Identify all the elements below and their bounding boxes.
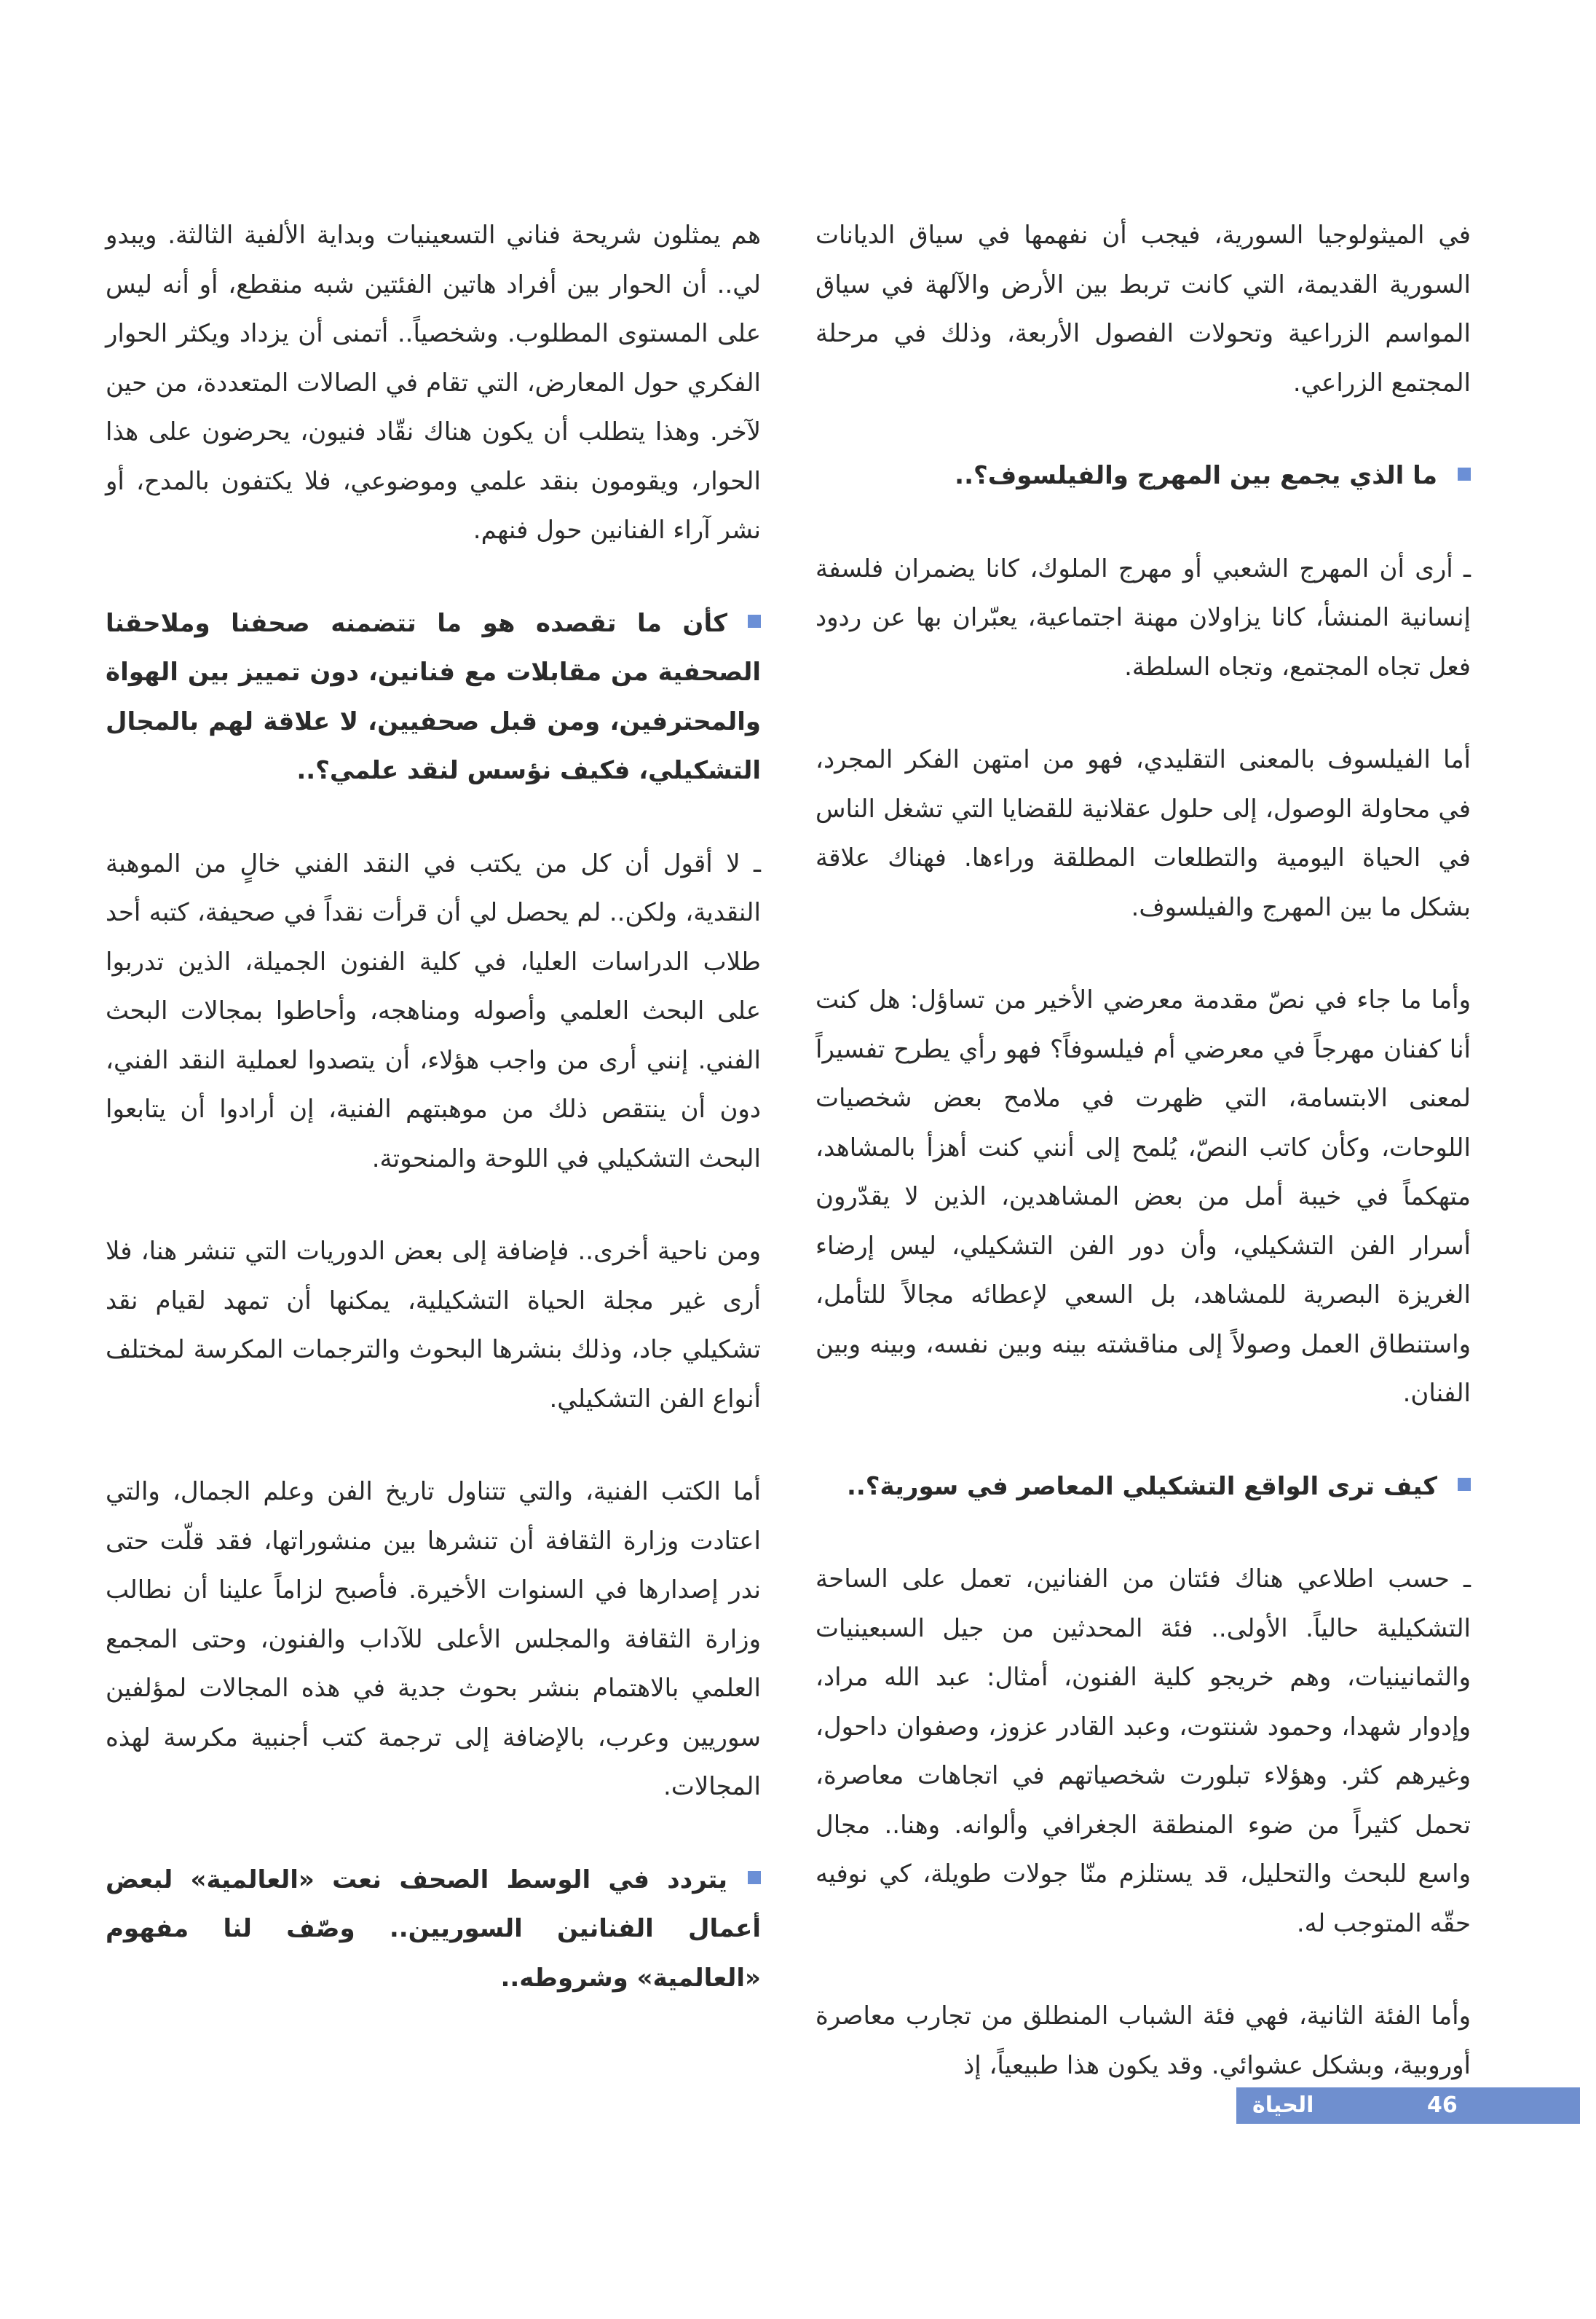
question: [106, 1856, 761, 2004]
right-column: [815, 211, 1471, 2090]
paragraph: ـ لا أقول أن كل من يكتب في النقد الفني خالٍ من الموهبة النقدية، ولكن.. لم يحصل لي أن قرأت نقداً في صحيفة، كتبه أحد طلاب الدراسات العليا، في كلية الفنون الجميلة، الذين تدربوا على البحث العلمي وأصوله ومناهجه، وأحاطوا بمجالات البحث الفني. إنني أرى من واجب هؤلاء، أن يتصدوا لعملية النقد الفني، دون أن ينتقص ذلك من موهبتهم الفنية، إن أرادوا أن يتابعوا البحث التشكيلي في اللوحة والمنحوتة.: [106, 849, 761, 1173]
question: [106, 599, 761, 796]
paragraph: أما الكتب الفنية، والتي تتناول تاريخ الفن وعلم الجمال، والتي اعتادت وزارة الثقافة أن تنشرها بين منشوراتها، فقد قلّت حتى ندر إصدارها في السنوات الأخيرة. فأصبح لزاماً علينا أن نطالب وزارة الثقافة والمجلس الأعلى للآداب والفنون، وحتى المجمع العلمي بالاهتمام بنشر بحوث جدية في هذه المجالات لمؤلفين سوريين وعرب، بالإضافة إلى ترجمة كتب أجنبية مكرسة لهذه المجالات.: [106, 1477, 761, 1801]
question-text: يتردد في الوسط الصحف نعت «العالمية» لبعض أعمال الفنانين السوريين.. وصّف لنا مفهوم «العالمية» وشروطه..: [106, 1865, 761, 1993]
paragraph: ـ أرى أن المهرج الشعبي أو مهرج الملوك، كانا يضمران فلسفة إنسانية المنشأ، كانا يزاولان مهنة اجتماعية، يعبّران بها عن ردود فعل تجاه المجتمع، وتجاه السلطة.: [815, 554, 1471, 682]
paragraph: وأما ما جاء في نصّ مقدمة معرضي الأخير من تساؤل: هل كنت أنا كفنان مهرجاً في معرضي أم فيلسوفاً؟ فهو رأي يطرح تفسيراً لمعنى الابتسامة، التي ظهرت في ملامح بعض شخصيات اللوحات، وكأن كاتب النصّ، يُلمح إلى أنني كنت أهزأ بالمشاهد، متهكماً في خيبة أمل من بعض المشاهدين، الذين لا يقدّرون أسرار الفن التشكيلي، وأن دور الفن التشكيلي، ليس إرضاء الغريزة البصرية للمشاهد، بل السعي لإعطائه مجالاً للتأمل، واستنطاق العمل وصولاً إلى مناقشته بينه وبين نفسه، وبينه وبين الفنان.: [815, 985, 1471, 1408]
left-column: [106, 211, 761, 2003]
paragraph: في الميثولوجيا السورية، فيجب أن نفهمها في سياق الديانات السورية القديمة، التي كانت تربط بين الأرض والآلهة في سياق المواسم الزراعية وتحولات الفصول الأربعة، وذلك في مرحلة المجتمع الزراعي.: [815, 221, 1471, 398]
paragraph: ومن ناحية أخرى.. فإضافة إلى بعض الدوريات التي تنشر هنا، فلا أرى غير مجلة الحياة التشكيلية، يمكنها أن تمهد لقيام نقد تشكيلي جاد، وذلك بنشرها البحوث والترجمات المكرسة لمختلف أنواع الفن التشكيلي.: [106, 1237, 761, 1414]
magazine-title: الحياة التشكيلية: [1252, 2092, 1352, 2154]
paragraph: هم يمثلون شريحة فناني التسعينيات وبداية الألفية الثالثة. ويبدو لي.. أن الحوار بين أفراد هاتين الفئتين شبه منقطع، أو أنه ليس على المستوى المطلوب. وشخصياً.. أتمنى أن يزداد ويكثر الحوار الفكري حول المعارض، التي تقام في الصالات المتعددة، من حين لآخر. وهذا يتطلب أن يكون هناك نقّاد فنيون، يحرضون على هذا الحوار، ويقومون بنقد علمي وموضوعي، فلا يكتفون بالمدح، أو نشر آراء الفنانين حول فنهم.: [106, 221, 761, 545]
paragraph: وأما الفئة الثانية، فهي فئة الشباب المنطلق من تجارب معاصرة أوروبية، وبشكل عشوائي. وقد يكون هذا طبيعياً، إذ: [815, 2001, 1471, 2080]
page-number: 46: [1427, 2092, 1458, 2118]
question-marker-icon: [748, 615, 761, 628]
question-text: ما الذي يجمع بين المهرج والفيلسوف؟..: [955, 461, 1437, 490]
paragraph: ـ حسب اطلاعي هناك فئتان من الفنانين، تعمل على الساحة التشكيلية حالياً. الأولى.. فئة المحدثين من جيل السبعينيات والثمانينيات، وهم خريجو كلية الفنون، أمثال: عبد الله مراد، وإدوار شهدا، وحمود شنتوت، وعبد القادر عزوز، وصفوان داحول، وغيرهم كثر. وهؤلاء تبلورت شخصياتهم في اتجاهات معاصرة، تحمل كثيراً من ضوء المنطقة الجغرافي وألوانه. وهنا.. مجال واسع للبحث والتحليل، قد يستلزم منّا جولات طويلة، كي نوفيه حقّه المتوجب له.: [815, 1564, 1471, 1938]
question-marker-icon: [1458, 1478, 1471, 1491]
question-marker-icon: [1458, 468, 1471, 481]
question-text: كأن ما تقصده هو ما تتضمنه صحفنا وملاحقنا الصحفية من مقابلات مع فنانين، دون تمييز بين الهواة والمحترفين، ومن قبل صحفيين، لا علاقة لهم بالمجال التشكيلي، فكيف نؤسس لنقد علمي؟..: [106, 608, 761, 785]
question: [815, 1462, 1471, 1512]
paragraph: أما الفيلسوف بالمعنى التقليدي، فهو من امتهن الفكر المجرد، في محاولة الوصول، إلى حلول عقلانية للقضايا التي تشغل الناس في الحياة اليومية والتطلعات المطلقة وراءها. فهناك علاقة بشكل ما بين المهرج والفيلسوف.: [815, 745, 1471, 922]
question: [815, 452, 1471, 501]
question-text: كيف ترى الواقع التشكيلي المعاصر في سورية؟..: [846, 1471, 1437, 1501]
question-marker-icon: [748, 1871, 761, 1884]
